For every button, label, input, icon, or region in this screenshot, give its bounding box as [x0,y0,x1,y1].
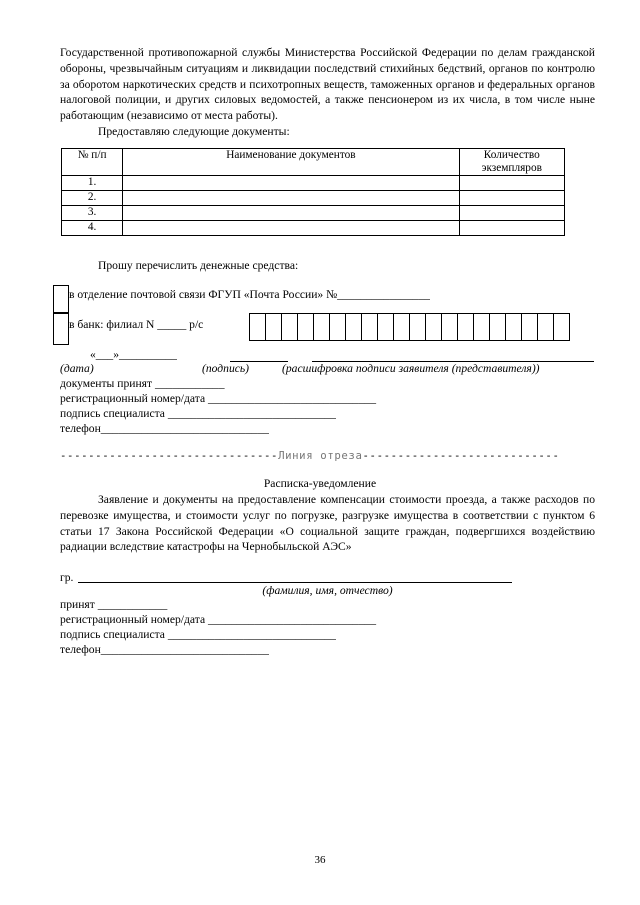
page-number: 36 [314,854,326,866]
row-num: 4. [62,221,123,236]
date-field[interactable]: «___»__________ [90,348,177,361]
account-digit-box[interactable] [265,313,282,341]
documents-intro: Предоставляю следующие документы: [98,125,290,138]
account-digit-box[interactable] [345,313,362,341]
row-num: 3. [62,206,123,221]
header-qty: Количество экземпляров [459,149,564,176]
account-digit-box[interactable] [425,313,442,341]
account-digit-box[interactable] [409,313,426,341]
row-qty[interactable] [459,206,564,221]
account-digit-box[interactable] [297,313,314,341]
bank-checkbox[interactable] [53,313,69,345]
row-num: 1. [62,176,123,191]
row-qty[interactable] [459,191,564,206]
post-office-checkbox[interactable] [53,285,69,313]
fio-label: (фамилия, имя, отчество) [262,584,393,597]
row-name[interactable] [123,221,459,236]
receipt-specialist-signature-field[interactable]: подпись специалиста _____________________________ [60,628,336,641]
row-num: 2. [62,191,123,206]
citizen-name-underline[interactable] [78,582,512,583]
receipt-phone-field[interactable]: телефон_____________________________ [60,643,269,656]
row-qty[interactable] [459,221,564,236]
receipt-accepted-field[interactable]: принят ____________ [60,598,168,611]
account-digit-box[interactable] [329,313,346,341]
table-row [62,206,565,221]
account-digit-box[interactable] [521,313,538,341]
account-digit-box[interactable] [505,313,522,341]
row-name[interactable] [123,206,459,221]
row-name[interactable] [123,176,459,191]
table-header-row [62,149,565,176]
table-row [62,221,565,236]
docs-accepted-field[interactable]: документы принят ____________ [60,377,225,390]
header-num: № п/п [62,149,123,176]
account-digit-box[interactable] [553,313,570,341]
account-digit-box[interactable] [249,313,266,341]
decoding-label: (расшифровка подписи заявителя (представителя)) [282,362,540,375]
date-label: (дата) [60,362,94,375]
transfer-request: Прошу перечислить денежные средства: [98,259,299,272]
account-digit-box[interactable] [473,313,490,341]
option-bank: в банк: филиал N _____ р/с [69,318,204,331]
account-digit-box[interactable] [457,313,474,341]
signature-label: (подпись) [202,362,250,375]
cut-line-label: Линия отреза [278,449,363,462]
option-post: в отделение почтовой связи ФГУП «Почта России» №________________ [69,288,430,301]
account-digit-box[interactable] [537,313,554,341]
cut-dashes-left: ------------------------------- [60,449,279,462]
row-qty[interactable] [459,176,564,191]
receipt-title: Расписка-уведомление [263,477,377,490]
phone-field[interactable]: телефон_____________________________ [60,422,269,435]
bank-account-digit-boxes[interactable] [250,313,570,341]
account-digit-box[interactable] [281,313,298,341]
account-digit-box[interactable] [441,313,458,341]
cut-dashes-right: -------------------------- [362,449,546,462]
documents-table [61,148,565,236]
cut-dashes-wrap: -- [545,449,560,462]
account-digit-box[interactable] [377,313,394,341]
intro-paragraph: Государственной противопожарной службы Министерства Российской Федерации по делам гражданской обороны, чрезвычайным ситуациям и ликвидации последствий стихийных бедствий, органов по контролю за оборотом наркотических средств и психотропных веществ, таможенных органов и федеральных органов налоговой полиции, и других силовых ведомостей, а также пенсионером из их числа, в том числе ныне работающим (независимо от места работы). [60,46,595,123]
account-digit-box[interactable] [489,313,506,341]
cut-line [60,449,600,463]
account-digit-box[interactable] [393,313,410,341]
header-name: Наименование документов [123,149,459,176]
table-row [62,176,565,191]
specialist-signature-field[interactable]: подпись специалиста _____________________________ [60,407,336,420]
receipt-body: Заявление и документы на предоставление компенсации стоимости проезда, а также расходов по перевозке имущества, и стоимости услуг по погрузке, разгрузке имущества в соответствии с пунктом 6 статьи 17 Закона Российской Федерации «О социальной защите граждан, подвергшихся воздействию радиации вследствие катастрофы на Чернобыльской АЭС» [60,493,595,554]
table-row [62,191,565,206]
row-name[interactable] [123,191,459,206]
account-digit-box[interactable] [361,313,378,341]
citizen-prefix: гр. [60,571,74,584]
account-digit-box[interactable] [313,313,330,341]
reg-number-field[interactable]: регистрационный номер/дата _____________________________ [60,392,377,405]
receipt-reg-number-field[interactable]: регистрационный номер/дата _____________________________ [60,613,377,626]
